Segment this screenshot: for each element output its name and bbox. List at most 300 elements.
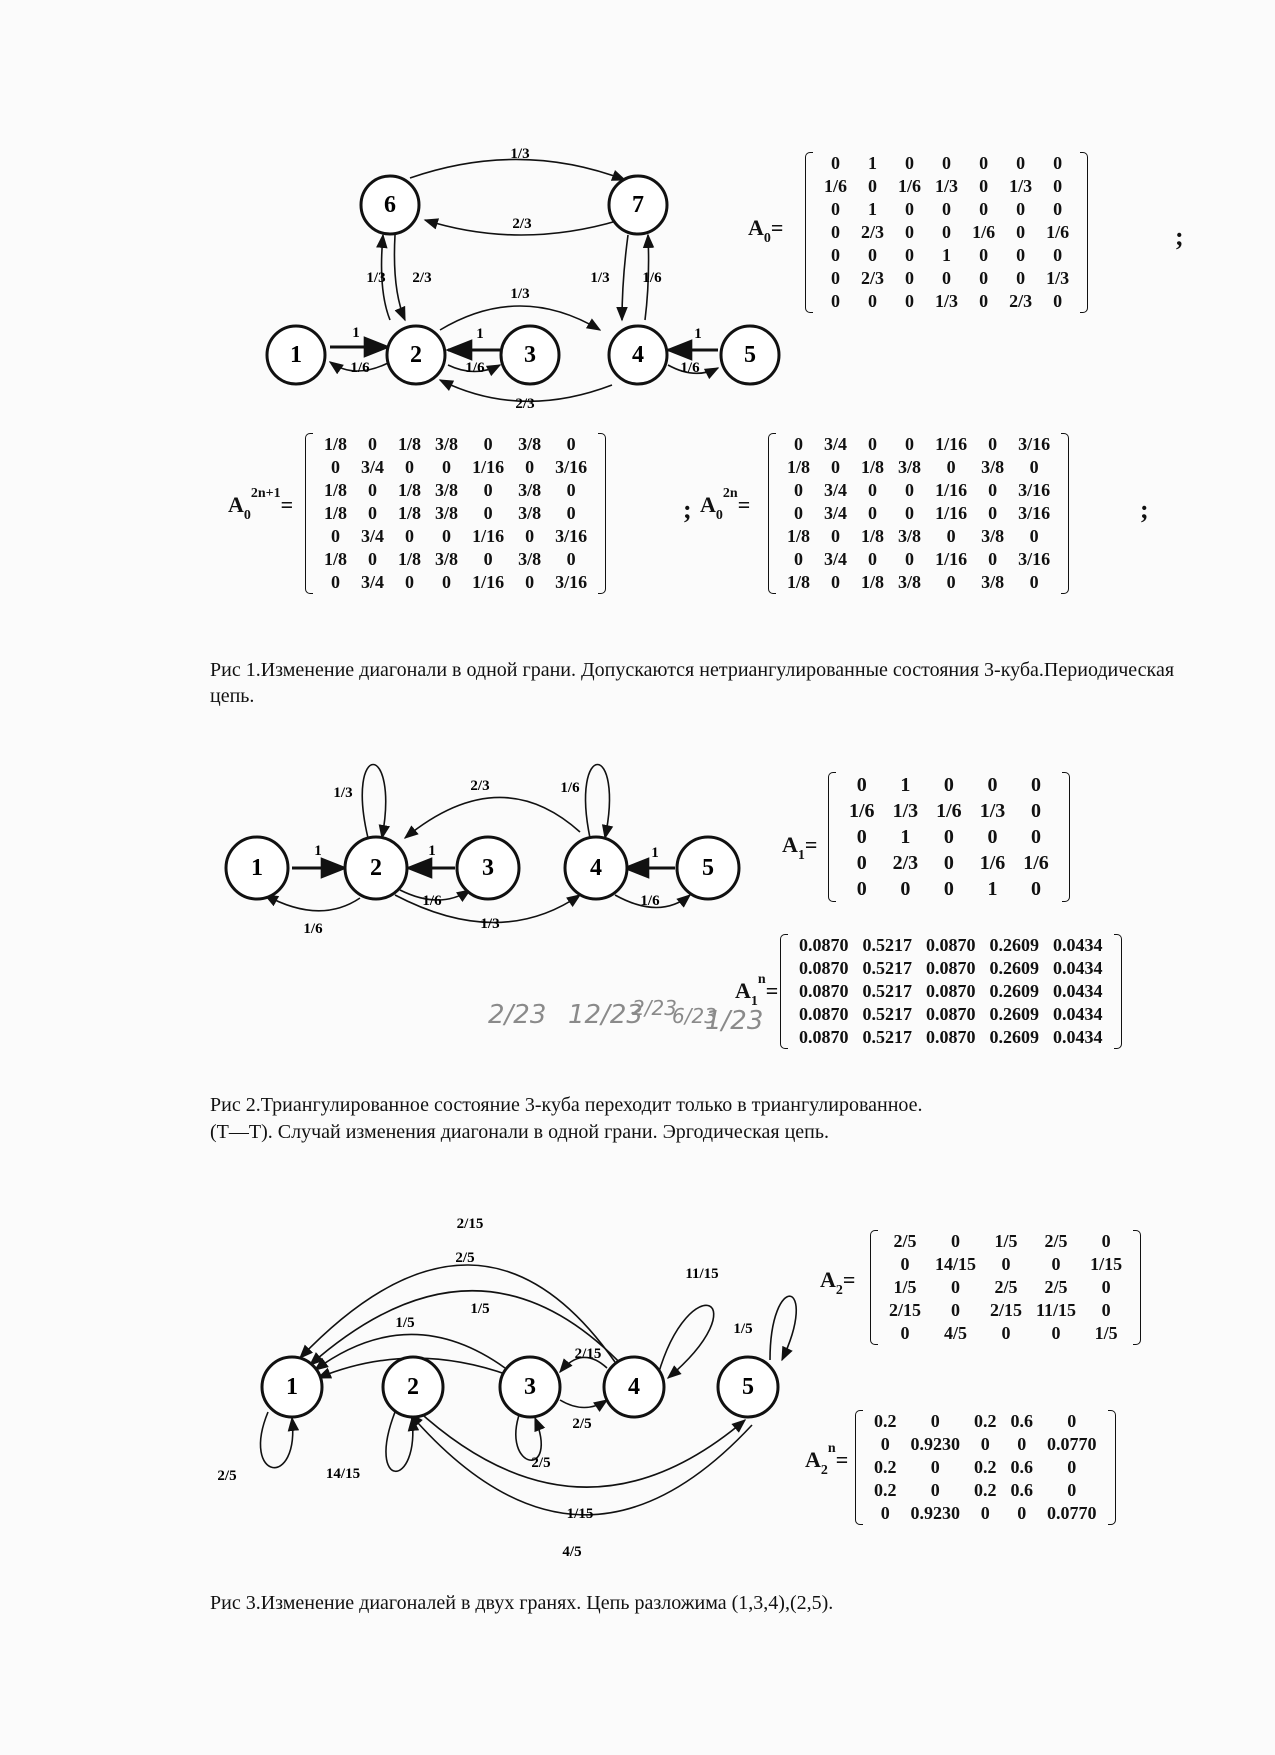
matrix-cell: 0 [831, 199, 840, 219]
matrix-cell: 0 [987, 774, 998, 796]
matrix-cell: 1 [868, 153, 878, 173]
matrix-cell: 0 [1001, 1323, 1011, 1343]
matrix-cell: 0 [980, 1434, 990, 1454]
matrix-cell: 1/8 [324, 434, 348, 454]
label-4-5: 1/6 [640, 893, 660, 909]
matrix-cell: 1/3 [1046, 268, 1070, 288]
matrix-cell: 1/6 [824, 176, 848, 196]
matrix-cell: 0 [868, 434, 878, 454]
matrix-row [817, 244, 1076, 267]
matrix-cell: 0 [525, 572, 535, 592]
matrix-cell: 3/8 [435, 549, 459, 569]
matrix-cell: 3/8 [981, 457, 1005, 477]
matrix-cell: 0 [1031, 826, 1042, 848]
matrix-a1n-name: $A_1^n=$ [735, 972, 779, 1009]
node-1 [267, 326, 325, 384]
figure1-caption: Рис 1.Изменение диагонали в одной грани. Допускаются нетриангулированные состояния 3-куба.Периодическая цепь. [210, 659, 1175, 707]
label-2-3: 1/6 [422, 893, 442, 909]
svg-text:2: 2 [407, 1374, 419, 1400]
matrix-cell: 0.0870 [926, 958, 976, 978]
matrix-a2n-name: $A_2^n=$ [805, 1441, 849, 1478]
matrix-cell: 3/16 [1018, 503, 1051, 523]
matrix-cell: 0 [930, 1457, 940, 1477]
matrix-cell: 1/16 [472, 572, 505, 592]
matrix-row [867, 1433, 1104, 1456]
matrix-row [317, 525, 594, 548]
matrix-cell: 0 [1101, 1300, 1111, 1320]
node-3 [457, 837, 519, 899]
matrix-cell: 0 [1101, 1277, 1111, 1297]
node-3 [501, 326, 559, 384]
node-5 [718, 1357, 778, 1417]
matrix-cell: 0 [1053, 291, 1063, 311]
figure2-caption-line1: Рис 2.Триангулированное состояние 3-куба переходит только в триангулированное. [210, 1094, 923, 1116]
matrix-cell: 0 [1067, 1480, 1077, 1500]
edge-6-7 [410, 159, 625, 180]
matrix-row [840, 798, 1058, 824]
matrix-cell: 1/8 [861, 526, 885, 546]
matrix-cell: 0 [1053, 176, 1063, 196]
matrix-cell: 0 [942, 153, 952, 173]
matrix-cell: 1/6 [936, 800, 962, 822]
matrix-cell: 0 [942, 268, 952, 288]
matrix-cell: 0 [1053, 199, 1063, 219]
matrix-cell: 0.2 [874, 1457, 897, 1477]
matrix-cell: 3/4 [361, 457, 385, 477]
matrix-cell: 0 [1016, 153, 1026, 173]
matrix-cell: 0 [368, 434, 378, 454]
matrix-cell: 0 [442, 526, 452, 546]
matrix-cell: 1/16 [935, 503, 968, 523]
matrix-cell: 1/8 [398, 549, 422, 569]
handwritten-note-2: 12/23 [568, 1000, 643, 1030]
matrix-cell: 3/8 [518, 503, 542, 523]
matrix-cell: 0 [794, 503, 803, 523]
label-2-3: 1/6 [465, 360, 485, 376]
matrix-cell: 0.2609 [989, 958, 1039, 978]
matrix-row [792, 957, 1110, 980]
svg-text:5: 5 [744, 342, 756, 368]
matrix-cell: 3/16 [1018, 480, 1051, 500]
matrix-cell: 0 [405, 572, 415, 592]
matrix-cell: 3/16 [1018, 549, 1051, 569]
matrix-row [317, 479, 594, 502]
matrix-cell: 1/6 [1046, 222, 1070, 242]
matrix-row [317, 571, 594, 594]
matrix-cell: 1/8 [398, 503, 422, 523]
matrix-cell: 0 [794, 480, 803, 500]
matrix-a0-even-name: $A_0^{2n}=$ [700, 486, 751, 523]
matrix-cell: 3/8 [518, 480, 542, 500]
matrix-a0-semicolon: ; [1175, 222, 1184, 251]
matrix-cell: 0 [905, 549, 915, 569]
matrix-cell: 0 [483, 549, 493, 569]
matrix-row [817, 175, 1076, 198]
matrix-cell: 0.0434 [1053, 1004, 1103, 1024]
matrix-cell: 0.2609 [989, 1004, 1039, 1024]
figure3-caption: Рис 3.Изменение диагоналей в двух гранях. Цепь разложима (1,3,4),(2,5). [210, 1592, 834, 1614]
matrix-cell: 1/6 [1023, 852, 1049, 874]
matrix-cell: 0 [831, 245, 840, 265]
matrix-cell: 0 [979, 291, 989, 311]
svg-text:5: 5 [702, 855, 714, 881]
loop-2 [362, 765, 385, 839]
matrix-cell: 1 [942, 245, 952, 265]
matrix-cell: 3/8 [435, 434, 459, 454]
label-3-4: 2/5 [572, 1416, 592, 1432]
matrix-a0-even-semicolon: ; [1140, 495, 1149, 524]
matrix-cell: 1/16 [472, 457, 505, 477]
matrix-row [840, 772, 1058, 798]
matrix-row [817, 267, 1076, 290]
matrix-cell: 0 [868, 176, 878, 196]
matrix-cell: 0.9230 [910, 1434, 960, 1454]
matrix-a2n [855, 1410, 1116, 1525]
matrix-cell: 0 [1017, 1434, 1027, 1454]
label-4-7: 1/3 [590, 270, 610, 286]
matrix-cell: 0.6 [1010, 1480, 1033, 1500]
matrix-cell: 1/16 [935, 549, 968, 569]
matrix-cell: 0 [368, 480, 378, 500]
matrix-cell: 0 [943, 852, 954, 874]
matrix-cell: 0.0870 [926, 935, 976, 955]
matrix-row [882, 1230, 1129, 1253]
matrix-cell: 0 [943, 826, 954, 848]
matrix-cell: 0 [1016, 222, 1026, 242]
matrix-cell: 0 [880, 1434, 890, 1454]
matrix-a1 [828, 772, 1070, 902]
matrix-a0-name: $A_0=$ [748, 215, 784, 246]
matrix-cell: 2/3 [861, 222, 885, 242]
matrix-cell: 0 [946, 457, 956, 477]
matrix-cell: 0 [1053, 245, 1063, 265]
matrix-cell: 1/8 [324, 480, 348, 500]
matrix-cell: 0 [905, 268, 915, 288]
matrix-cell: 0.0870 [799, 1004, 849, 1024]
label-5-4: 1 [651, 845, 659, 861]
matrix-cell: 1/15 [1090, 1254, 1123, 1274]
edge-3-4 [560, 1400, 607, 1408]
matrix-cell: 1/6 [849, 800, 875, 822]
loop-4 [586, 765, 610, 839]
matrix-cell: 0 [405, 457, 415, 477]
matrix-cell: 3/16 [555, 526, 588, 546]
matrix-cell: 1/8 [787, 457, 811, 477]
svg-text:1: 1 [286, 1374, 298, 1400]
matrix-cell: 0.0770 [1047, 1434, 1097, 1454]
matrix-cell: 3/4 [824, 434, 848, 454]
matrix-cell: 2/3 [892, 852, 919, 874]
svg-text:3: 3 [524, 342, 536, 368]
label-loop-5: 1/5 [733, 1321, 753, 1337]
matrix-cell: 3/4 [361, 526, 385, 546]
matrix-cell: 0 [1029, 457, 1039, 477]
matrix-cell: 0 [525, 526, 535, 546]
label-3-2: 1 [428, 843, 436, 859]
matrix-cell: 0.0434 [1053, 935, 1103, 955]
matrix-cell: 1/8 [787, 572, 811, 592]
handwritten-note-4: 6/23 [672, 1004, 717, 1028]
matrix-cell: 0.6 [1010, 1411, 1033, 1431]
matrix-row [792, 980, 1110, 1003]
matrix-row [840, 824, 1058, 850]
matrix-cell: 3/4 [824, 549, 848, 569]
loop-5 [770, 1296, 796, 1360]
matrix-cell: 1 [987, 878, 998, 900]
matrix-cell: 1/8 [861, 457, 885, 477]
matrix-cell: 0 [1016, 199, 1026, 219]
matrix-cell: 1/5 [893, 1277, 917, 1297]
matrix-cell: 2/15 [889, 1300, 922, 1320]
matrix-a2-name: $A_2=$ [820, 1267, 856, 1298]
matrix-cell: 0 [483, 480, 493, 500]
matrix-row [317, 456, 594, 479]
matrix-cell: 1/3 [892, 800, 919, 822]
matrix-cell: 0 [1029, 526, 1039, 546]
matrix-cell: 0 [905, 434, 915, 454]
svg-text:6: 6 [384, 192, 396, 218]
label-4-1-outer: 2/15 [456, 1216, 484, 1232]
matrix-row [817, 221, 1076, 244]
matrix-row [792, 1026, 1110, 1049]
matrix-cell: 0.5217 [862, 958, 912, 978]
matrix-row [882, 1299, 1129, 1322]
matrix-cell: 0.2 [874, 1411, 897, 1431]
matrix-row [882, 1253, 1129, 1276]
matrix-cell: 3/8 [435, 503, 459, 523]
matrix-row [882, 1322, 1129, 1345]
matrix-cell: 0 [483, 503, 493, 523]
matrix-cell: 0 [946, 526, 956, 546]
label-1-2: 1 [352, 325, 360, 341]
matrix-cell: 1/16 [935, 434, 968, 454]
matrix-cell: 0 [900, 1254, 910, 1274]
handwritten-note-5: 1/23 [705, 1006, 764, 1036]
matrix-cell: 0 [900, 1323, 910, 1343]
label-loop-3: 2/5 [531, 1455, 551, 1471]
matrix-cell: 0 [566, 503, 576, 523]
matrix-cell: 0 [1016, 268, 1026, 288]
matrix-cell: 0 [856, 774, 867, 796]
matrix-cell: 0 [1017, 1503, 1027, 1523]
matrix-cell: 0.0870 [799, 1027, 849, 1047]
matrix-row [867, 1502, 1104, 1525]
matrix-cell: 0 [831, 457, 841, 477]
figure3-graph [0, 1200, 820, 1580]
matrix-cell: 3/16 [1018, 434, 1051, 454]
matrix-cell: 0 [930, 1411, 940, 1431]
label-2-4: 1/3 [510, 286, 530, 302]
matrix-a2 [870, 1230, 1141, 1345]
svg-text:3: 3 [482, 855, 494, 881]
svg-text:2: 2 [410, 342, 422, 368]
matrix-cell: 3/16 [555, 457, 588, 477]
matrix-cell: 1 [900, 826, 911, 848]
matrix-row [792, 934, 1110, 957]
matrix-cell: 0.0870 [926, 1004, 976, 1024]
matrix-row [840, 876, 1058, 902]
matrix-row [780, 456, 1057, 479]
matrix-cell: 0 [831, 526, 841, 546]
matrix-cell: 0 [1051, 1323, 1061, 1343]
matrix-cell: 0 [331, 526, 340, 546]
matrix-cell: 0 [368, 503, 378, 523]
matrix-row [792, 1003, 1110, 1026]
label-2-4: 1/3 [480, 916, 500, 932]
matrix-cell: 1/16 [472, 526, 505, 546]
matrix-cell: 3/8 [518, 549, 542, 569]
label-2-1: 1/6 [350, 360, 370, 376]
matrix-cell: 1/3 [935, 291, 959, 311]
matrix-cell: 0 [1031, 774, 1042, 796]
label-2-5: 1/15 [566, 1506, 594, 1522]
node-3 [500, 1357, 560, 1417]
matrix-a0-odd-name: $A_0^{2n+1}=$ [228, 486, 294, 523]
matrix-cell: 0 [566, 480, 576, 500]
svg-text:1: 1 [290, 342, 302, 368]
loop-3 [516, 1412, 541, 1460]
matrix-cell: 1/8 [324, 549, 348, 569]
matrix-cell: 3/4 [824, 503, 848, 523]
svg-text:3: 3 [524, 1374, 536, 1400]
matrix-cell: 0.5217 [862, 935, 912, 955]
matrix-cell: 0.5217 [862, 1027, 912, 1047]
matrix-cell: 0 [856, 878, 867, 900]
matrix-cell: 0 [868, 480, 878, 500]
matrix-cell: 1/6 [979, 852, 1006, 874]
matrix-cell: 0 [1051, 1254, 1061, 1274]
matrix-cell: 0.0770 [1047, 1503, 1097, 1523]
matrix-cell: 0 [831, 572, 841, 592]
matrix-row [780, 548, 1057, 571]
label-6-2: 1/3 [366, 270, 386, 286]
matrix-cell: 0 [566, 549, 576, 569]
matrix-row [882, 1276, 1129, 1299]
handwritten-note-1: 2/23 [488, 1000, 547, 1030]
matrix-a1n [780, 934, 1122, 1049]
matrix-cell: 0 [900, 878, 911, 900]
label-7-6: 2/3 [512, 216, 532, 232]
matrix-cell: 0 [1067, 1457, 1077, 1477]
matrix-cell: 0 [951, 1300, 961, 1320]
matrix-cell: 0.2 [974, 1480, 997, 1500]
loop-2 [386, 1412, 413, 1471]
matrix-cell: 0.2609 [989, 935, 1039, 955]
matrix-cell: 2/3 [861, 268, 885, 288]
matrix-a0-odd [305, 433, 606, 594]
matrix-row [780, 571, 1057, 594]
matrix-cell: 0 [331, 572, 340, 592]
label-loop-4: 1/6 [560, 780, 580, 796]
matrix-cell: 0 [868, 291, 878, 311]
matrix-cell: 1/8 [398, 480, 422, 500]
figure2-graph [0, 740, 780, 960]
matrix-cell: 0 [905, 199, 915, 219]
matrix-cell: 0 [905, 222, 915, 242]
edge-6-2 [394, 235, 405, 320]
matrix-cell: 2/15 [990, 1300, 1023, 1320]
matrix-row [780, 525, 1057, 548]
matrix-cell: 0 [856, 852, 867, 874]
matrix-cell: 2/5 [1044, 1277, 1068, 1297]
matrix-cell: 1/6 [898, 176, 922, 196]
matrix-cell: 0 [856, 826, 867, 848]
label-4-3: 2/15 [574, 1346, 602, 1362]
matrix-cell: 0 [483, 434, 493, 454]
matrix-cell: 0 [868, 503, 878, 523]
matrix-cell: 0 [951, 1231, 961, 1251]
label-1-2: 1 [314, 843, 322, 859]
svg-text:4: 4 [628, 1374, 640, 1400]
node-4 [609, 326, 667, 384]
matrix-cell: 0 [905, 480, 915, 500]
matrix-cell: 1/16 [935, 480, 968, 500]
matrix-cell: 1 [900, 774, 911, 796]
label-4-2: 2/3 [515, 396, 535, 412]
matrix-cell: 0 [442, 457, 452, 477]
matrix-cell: 1/8 [398, 434, 422, 454]
label-loop-2: 14/15 [325, 1466, 361, 1482]
matrix-cell: 0.0870 [799, 981, 849, 1001]
matrix-cell: 0 [988, 434, 998, 454]
node-5 [677, 837, 739, 899]
label-7-4: 1/6 [642, 270, 662, 286]
matrix-cell: 0 [1016, 245, 1026, 265]
matrix-cell: 0 [942, 199, 952, 219]
matrix-cell: 0.5217 [862, 981, 912, 1001]
matrix-cell: 2/5 [994, 1277, 1018, 1297]
matrix-cell: 0 [831, 268, 840, 288]
matrix-cell: 0 [979, 153, 989, 173]
matrix-cell: 0 [943, 774, 954, 796]
node-2 [383, 1357, 443, 1417]
matrix-cell: 0.2 [874, 1480, 897, 1500]
matrix-cell: 0 [979, 199, 989, 219]
matrix-cell: 0 [794, 434, 803, 454]
node-6 [361, 176, 419, 234]
matrix-cell: 0.0870 [799, 935, 849, 955]
matrix-cell: 0.0434 [1053, 958, 1103, 978]
node-7 [609, 176, 667, 234]
svg-text:2: 2 [370, 855, 382, 881]
matrix-cell: 0 [331, 457, 340, 477]
matrix-a0 [805, 152, 1088, 313]
matrix-cell: 1/3 [935, 176, 959, 196]
matrix-row [867, 1410, 1104, 1433]
label-3-2: 1 [476, 326, 484, 342]
matrix-cell: 0 [988, 480, 998, 500]
label-6-7: 1/3 [510, 146, 530, 162]
label-loop-2: 1/3 [333, 785, 353, 801]
matrix-cell: 1/5 [994, 1231, 1018, 1251]
matrix-row [840, 850, 1058, 876]
matrix-cell: 3/8 [898, 526, 922, 546]
matrix-cell: 1/3 [1009, 176, 1033, 196]
node-5 [721, 326, 779, 384]
matrix-cell: 0 [794, 549, 803, 569]
svg-text:7: 7 [632, 192, 644, 218]
matrix-cell: 0.5217 [862, 1004, 912, 1024]
svg-text:1: 1 [251, 855, 263, 881]
matrix-row [817, 198, 1076, 221]
matrix-cell: 0 [1067, 1411, 1077, 1431]
matrix-cell: 2/5 [893, 1231, 917, 1251]
matrix-cell: 0.2 [974, 1411, 997, 1431]
matrix-cell: 0 [943, 878, 954, 900]
matrix-cell: 0 [405, 526, 415, 546]
label-loop-1: 2/5 [217, 1468, 237, 1484]
node-4 [565, 837, 627, 899]
